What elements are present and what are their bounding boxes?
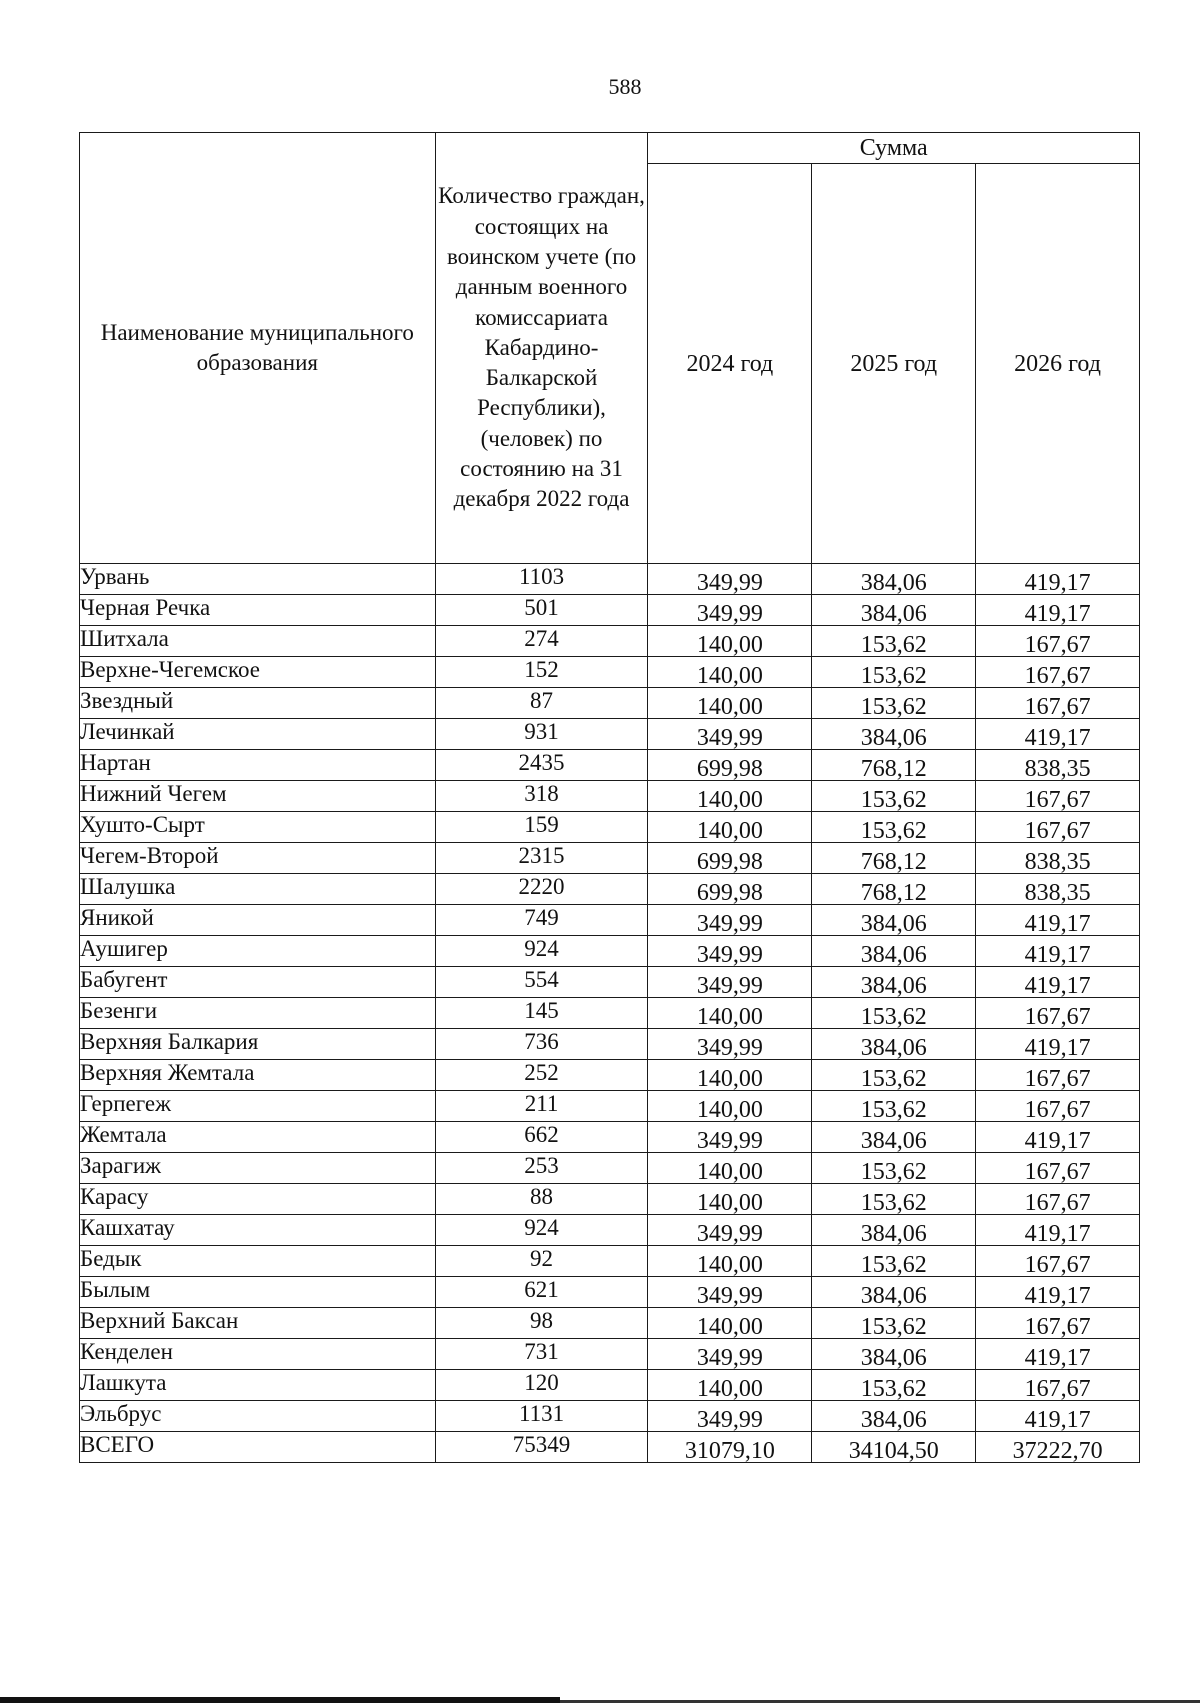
table-row [80,1308,1140,1339]
municipality-cell: Чегем-Второй [80,843,436,874]
municipality-cell: Звездный [80,688,436,719]
sum-2025-cell: 384,06 [812,1277,976,1308]
table-row [80,781,1140,812]
citizens-count-cell: 152 [435,657,648,688]
municipality-cell: Жемтала [80,1122,436,1153]
sum-2026-cell: 167,67 [976,688,1140,719]
municipality-cell: Эльбрус [80,1401,436,1432]
table-row [80,1277,1140,1308]
total-row [80,1432,1140,1463]
sum-2024-cell: 140,00 [648,1308,812,1339]
sum-2026-cell: 167,67 [976,1308,1140,1339]
municipality-cell: Аушигер [80,936,436,967]
table-row [80,1401,1140,1432]
citizens-count-cell: 88 [435,1184,648,1215]
sum-2026-cell: 167,67 [976,998,1140,1029]
sum-2025-cell: 153,62 [812,781,976,812]
sum-2025-cell: 384,06 [812,1401,976,1432]
table-row [80,595,1140,626]
sum-2025-cell: 153,62 [812,657,976,688]
citizens-count-cell: 92 [435,1246,648,1277]
sum-2026-cell: 419,17 [976,936,1140,967]
sum-2026-cell: 167,67 [976,781,1140,812]
sum-2024-cell: 140,00 [648,812,812,843]
municipality-cell: Безенги [80,998,436,1029]
citizens-count-cell: 98 [435,1308,648,1339]
sum-2024-cell: 140,00 [648,781,812,812]
table-row [80,688,1140,719]
sum-2026-cell: 419,17 [976,1277,1140,1308]
sum-2026-cell: 167,67 [976,1370,1140,1401]
sum-2025-cell: 153,62 [812,1184,976,1215]
sum-2024-cell: 349,99 [648,1339,812,1370]
citizens-count-cell: 1103 [435,564,648,595]
municipality-cell: Герпегеж [80,1091,436,1122]
header-year-2024: 2024 год [648,164,812,564]
municipality-cell: Верхний Баксан [80,1308,436,1339]
municipality-cell: Хушто-Сырт [80,812,436,843]
table-row [80,750,1140,781]
citizens-count-cell: 253 [435,1153,648,1184]
citizens-count-cell: 924 [435,1215,648,1246]
sum-2025-cell: 153,62 [812,1370,976,1401]
municipality-cell: Зарагиж [80,1153,436,1184]
sum-2025-cell: 384,06 [812,1339,976,1370]
sum-2024-cell: 349,99 [648,719,812,750]
municipality-cell: Яникой [80,905,436,936]
sum-2024-cell: 140,00 [648,998,812,1029]
citizens-count-cell: 2220 [435,874,648,905]
citizens-count-cell: 145 [435,998,648,1029]
municipality-cell: ВСЕГО [80,1432,436,1463]
sum-2026-cell: 419,17 [976,967,1140,998]
table-row [80,843,1140,874]
sum-2025-cell: 768,12 [812,750,976,781]
sum-2026-cell: 167,67 [976,812,1140,843]
header-citizens-count: Количество граждан, состоящих на воинском учете (по данным военного комиссариата Кабардино-Балкарской Республики), (человек) по состоянию на 31 декабря 2022 года [435,133,648,564]
table-row [80,1122,1140,1153]
sum-2025-cell: 153,62 [812,1153,976,1184]
citizens-count-cell: 75349 [435,1432,648,1463]
sum-2024-cell: 349,99 [648,595,812,626]
citizens-count-cell: 554 [435,967,648,998]
header-municipality: Наименование муниципального образования [80,133,436,564]
sum-2025-cell: 384,06 [812,1215,976,1246]
sum-2024-cell: 140,00 [648,1370,812,1401]
page-number: 588 [608,74,642,99]
sum-2025-cell: 384,06 [812,564,976,595]
citizens-count-cell: 736 [435,1029,648,1060]
sum-2025-cell: 384,06 [812,967,976,998]
sum-2025-cell: 153,62 [812,626,976,657]
table-row [80,905,1140,936]
sum-2024-cell: 349,99 [648,905,812,936]
sum-2025-cell: 153,62 [812,1246,976,1277]
municipality-cell: Верхне-Чегемское [80,657,436,688]
sum-2024-cell: 349,99 [648,936,812,967]
sum-2026-cell: 167,67 [976,1091,1140,1122]
citizens-count-cell: 318 [435,781,648,812]
sum-2026-cell: 419,17 [976,1215,1140,1246]
municipality-cell: Лечинкай [80,719,436,750]
sum-2025-cell: 384,06 [812,1029,976,1060]
citizens-count-cell: 2315 [435,843,648,874]
sum-2024-cell: 699,98 [648,750,812,781]
sum-2026-cell: 167,67 [976,1060,1140,1091]
table-row [80,874,1140,905]
municipality-cell: Урвань [80,564,436,595]
sum-2024-cell: 349,99 [648,1215,812,1246]
municipality-cell: Нижний Чегем [80,781,436,812]
sum-2025-cell: 153,62 [812,1091,976,1122]
sum-2024-cell: 140,00 [648,626,812,657]
municipality-cell: Бабугент [80,967,436,998]
citizens-count-cell: 662 [435,1122,648,1153]
table-row [80,1091,1140,1122]
citizens-count-cell: 749 [435,905,648,936]
sum-2024-cell: 140,00 [648,688,812,719]
municipality-cell: Кенделен [80,1339,436,1370]
sum-2024-cell: 140,00 [648,657,812,688]
municipality-cell: Черная Речка [80,595,436,626]
citizens-count-cell: 924 [435,936,648,967]
citizens-count-cell: 2435 [435,750,648,781]
sum-2026-cell: 419,17 [976,1339,1140,1370]
table-row [80,1215,1140,1246]
citizens-count-cell: 252 [435,1060,648,1091]
sum-2024-cell: 349,99 [648,1401,812,1432]
table-row [80,626,1140,657]
citizens-count-cell: 274 [435,626,648,657]
citizens-count-cell: 159 [435,812,648,843]
header-year-2026: 2026 год [976,164,1140,564]
sum-2026-cell: 167,67 [976,1246,1140,1277]
budget-table [79,132,1140,1463]
sum-2026-cell: 419,17 [976,1122,1140,1153]
sum-2024-cell: 140,00 [648,1184,812,1215]
scan-edge-rule [0,1697,560,1703]
table-row [80,1339,1140,1370]
sum-2026-cell: 838,35 [976,843,1140,874]
municipality-cell: Нартан [80,750,436,781]
sum-2024-cell: 349,99 [648,1277,812,1308]
sum-2026-cell: 419,17 [976,595,1140,626]
sum-2026-cell: 167,67 [976,1153,1140,1184]
sum-2024-cell: 31079,10 [648,1432,812,1463]
header-sum: Сумма [648,133,1140,164]
municipality-cell: Верхняя Жемтала [80,1060,436,1091]
sum-2025-cell: 768,12 [812,874,976,905]
municipality-cell: Бедык [80,1246,436,1277]
municipality-cell: Верхняя Балкария [80,1029,436,1060]
sum-2025-cell: 384,06 [812,719,976,750]
sum-2026-cell: 167,67 [976,657,1140,688]
table-row [80,1246,1140,1277]
table-row [80,564,1140,595]
municipality-cell: Былым [80,1277,436,1308]
table-row [80,719,1140,750]
sum-2026-cell: 167,67 [976,1184,1140,1215]
table-row [80,1153,1140,1184]
sum-2025-cell: 153,62 [812,688,976,719]
sum-2024-cell: 699,98 [648,843,812,874]
table-row [80,1060,1140,1091]
sum-2024-cell: 699,98 [648,874,812,905]
municipality-cell: Шалушка [80,874,436,905]
sum-2026-cell: 167,67 [976,626,1140,657]
sum-2025-cell: 153,62 [812,812,976,843]
municipality-cell: Карасу [80,1184,436,1215]
citizens-count-cell: 731 [435,1339,648,1370]
sum-2026-cell: 419,17 [976,719,1140,750]
citizens-count-cell: 621 [435,1277,648,1308]
municipality-cell: Лашкута [80,1370,436,1401]
citizens-count-cell: 211 [435,1091,648,1122]
table-row [80,1184,1140,1215]
citizens-count-cell: 120 [435,1370,648,1401]
table-row [80,812,1140,843]
sum-2025-cell: 384,06 [812,1122,976,1153]
scan-edge-rule-thin [560,1700,1200,1703]
sum-2024-cell: 349,99 [648,1029,812,1060]
sum-2025-cell: 768,12 [812,843,976,874]
sum-2024-cell: 140,00 [648,1153,812,1184]
sum-2025-cell: 153,62 [812,1060,976,1091]
citizens-count-cell: 87 [435,688,648,719]
header-year-2025: 2025 год [812,164,976,564]
sum-2026-cell: 838,35 [976,874,1140,905]
sum-2024-cell: 349,99 [648,1122,812,1153]
sum-2025-cell: 384,06 [812,936,976,967]
sum-2026-cell: 419,17 [976,1401,1140,1432]
sum-2024-cell: 140,00 [648,1060,812,1091]
sum-2025-cell: 384,06 [812,905,976,936]
sum-2024-cell: 140,00 [648,1246,812,1277]
sum-2025-cell: 34104,50 [812,1432,976,1463]
municipality-cell: Кашхатау [80,1215,436,1246]
table-body [80,564,1140,1463]
citizens-count-cell: 931 [435,719,648,750]
sum-2024-cell: 349,99 [648,967,812,998]
table-row [80,998,1140,1029]
sum-2024-cell: 349,99 [648,564,812,595]
sum-2025-cell: 153,62 [812,998,976,1029]
sum-2025-cell: 384,06 [812,595,976,626]
sum-2024-cell: 140,00 [648,1091,812,1122]
sum-2026-cell: 838,35 [976,750,1140,781]
sum-2026-cell: 419,17 [976,905,1140,936]
sum-2026-cell: 419,17 [976,1029,1140,1060]
table-row [80,1370,1140,1401]
table-row [80,936,1140,967]
table-row [80,967,1140,998]
sum-2026-cell: 37222,70 [976,1432,1140,1463]
municipality-cell: Шитхала [80,626,436,657]
citizens-count-cell: 501 [435,595,648,626]
sum-2025-cell: 153,62 [812,1308,976,1339]
table-row [80,1029,1140,1060]
citizens-count-cell: 1131 [435,1401,648,1432]
sum-2026-cell: 419,17 [976,564,1140,595]
table-row [80,657,1140,688]
